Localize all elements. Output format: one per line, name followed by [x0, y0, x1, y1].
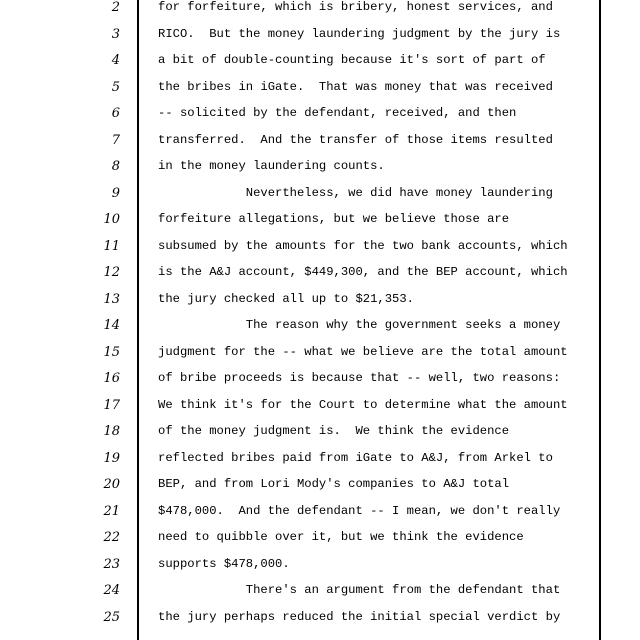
line-number: 23: [103, 556, 120, 572]
transcript-line: [0, 424, 640, 451]
line-number: 24: [103, 583, 120, 598]
line-number: 18: [103, 424, 120, 439]
transcript-line: [0, 557, 640, 584]
line-number: 14: [103, 318, 120, 333]
line-text: the bribes in iGate. That was money that was received: [158, 79, 553, 94]
line-number: 3: [111, 26, 120, 42]
line-text: of the money judgment is. We think the evidence: [158, 424, 510, 438]
line-text: the jury checked all up to $21,353.: [158, 291, 414, 306]
line-text: The reason why the government seeks a money: [158, 318, 561, 332]
transcript-line: [0, 239, 640, 266]
transcript-line: [0, 53, 640, 80]
line-text: in the money laundering counts.: [158, 159, 385, 173]
line-text: is the A&J account, $449,300, and the BEP account, which: [158, 265, 568, 279]
line-text: There's an argument from the defendant that: [158, 583, 561, 597]
line-number: 22: [103, 530, 120, 545]
transcript-line: [0, 398, 640, 425]
line-text: for forfeiture, which is bribery, honest services, and: [158, 0, 553, 14]
transcript-line: [0, 477, 640, 504]
line-number: 15: [103, 344, 120, 360]
transcript-line: [0, 318, 640, 345]
line-text: forfeiture allegations, but we believe those are: [158, 212, 510, 226]
line-text: the jury perhaps reduced the initial special verdict by: [158, 609, 561, 624]
line-number: 19: [103, 450, 120, 466]
line-number: 6: [111, 106, 120, 121]
transcript-line: [0, 0, 640, 27]
line-number: 25: [103, 609, 120, 625]
line-text: of bribe proceeds is because that -- well, two reasons:: [158, 371, 561, 385]
line-text: transferred. And the transfer of those items resulted: [158, 132, 553, 147]
line-text: RICO. But the money laundering judgment by the jury is: [158, 26, 561, 41]
line-number: 10: [103, 212, 120, 227]
line-number: 7: [111, 132, 120, 148]
line-text: reflected bribes paid from iGate to A&J, from Arkel to: [158, 450, 553, 465]
transcript-line: [0, 371, 640, 398]
line-number: 16: [103, 371, 120, 386]
transcript-line: [0, 80, 640, 107]
line-number: 9: [111, 185, 120, 201]
line-text: judgment for the -- what we believe are the total amount: [158, 344, 568, 359]
line-number: 8: [111, 159, 120, 174]
transcript-line: [0, 265, 640, 292]
transcript-line: [0, 610, 640, 637]
transcript-line: [0, 345, 640, 372]
line-text: subsumed by the amounts for the two bank accounts, which: [158, 238, 568, 253]
line-number: 2: [111, 0, 120, 15]
transcript-line: [0, 186, 640, 213]
transcript-line: [0, 159, 640, 186]
line-text: $478,000. And the defendant -- I mean, we don't really: [158, 503, 561, 518]
line-number: 5: [111, 79, 120, 95]
transcript-line: [0, 133, 640, 160]
transcript-line: [0, 106, 640, 133]
line-text: Nevertheless, we did have money laundering: [158, 185, 553, 200]
transcript-line: [0, 530, 640, 557]
line-number: 12: [103, 265, 120, 280]
line-number: 21: [103, 503, 120, 519]
line-number: 17: [103, 397, 120, 413]
line-text: need to quibble over it, but we think the evidence: [158, 530, 524, 544]
line-number: 11: [103, 238, 120, 254]
line-text: BEP, and from Lori Mody's companies to A&J total: [158, 477, 510, 491]
transcript-line: [0, 292, 640, 319]
transcript-line: [0, 583, 640, 610]
transcript-line: [0, 451, 640, 478]
line-text: -- solicited by the defendant, received, and then: [158, 106, 517, 120]
line-text: We think it's for the Court to determine what the amount: [158, 397, 568, 412]
line-number: 4: [111, 53, 120, 68]
line-text: a bit of double-counting because it's sort of part of: [158, 53, 546, 67]
transcript-line: [0, 27, 640, 54]
line-number: 13: [103, 291, 120, 307]
line-text: supports $478,000.: [158, 556, 290, 571]
transcript-line: [0, 504, 640, 531]
line-number: 20: [103, 477, 120, 492]
transcript-line: [0, 212, 640, 239]
